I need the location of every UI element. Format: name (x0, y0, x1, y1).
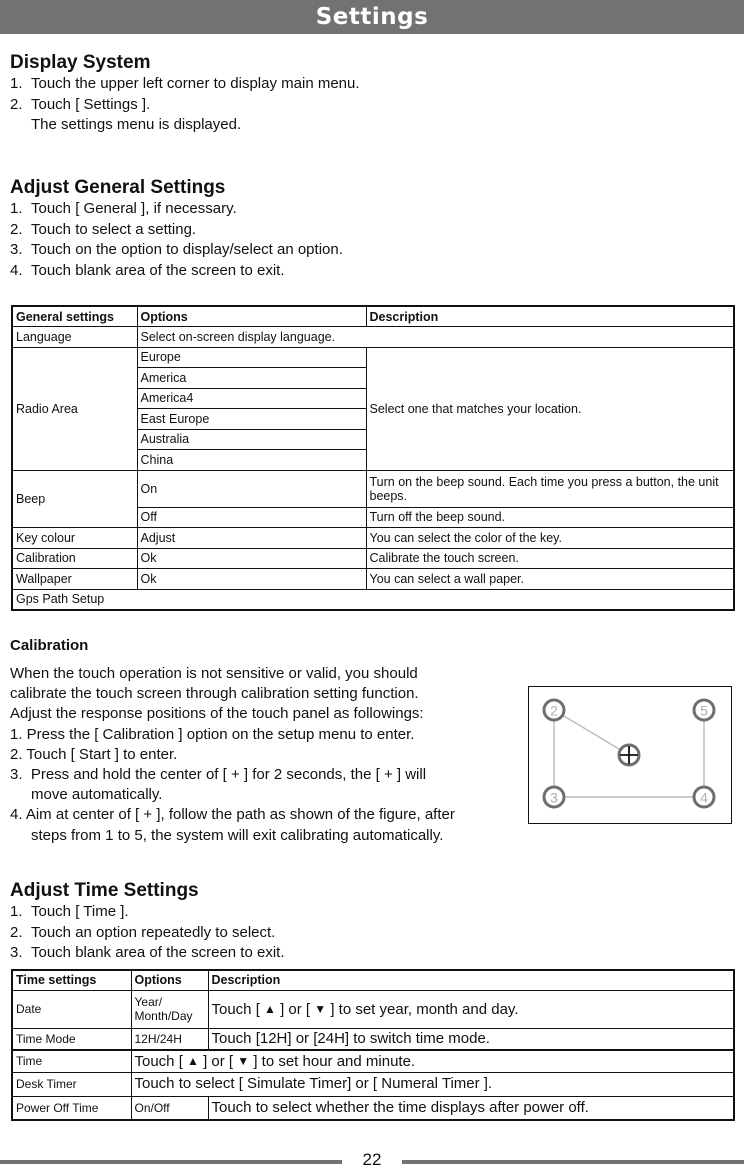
table-row (12, 1050, 734, 1072)
step-item: 2. Touch to select a setting. (10, 220, 197, 238)
option-cell: On/Off (131, 1096, 208, 1120)
setting-name: Calibration (12, 548, 137, 569)
calibration-step: 3. Press and hold the center of [ + ] for 2 seconds, the [ + ] will (10, 766, 427, 784)
step-item: 2. Touch [ Settings ]. (10, 95, 151, 113)
svg-text:4: 4 (700, 789, 708, 806)
calibration-point-5 (694, 700, 714, 720)
column-header: Description (366, 306, 734, 327)
step-item: 4. Touch blank area of the screen to exit. (10, 261, 285, 279)
option-cell: Ok (137, 548, 366, 569)
calibration-step-cont: move automatically. (31, 786, 163, 804)
option-cell: America4 (137, 388, 366, 409)
setting-description: Touch to select whether the time displays after power off. (208, 1096, 734, 1120)
footer-rule-right (402, 1160, 744, 1164)
calibration-step: 4. Aim at center of [ + ], follow the path as shown of the figure, after (10, 806, 455, 824)
time-settings-title: Adjust Time Settings (10, 880, 199, 901)
option-cell: America (137, 368, 366, 389)
calibration-intro-line: Adjust the response positions of the touch panel as followings: (10, 705, 424, 723)
column-header: Options (131, 970, 208, 990)
setting-description: Touch to select [ Simulate Timer] or [ Numeral Timer ]. (131, 1072, 734, 1096)
option-cell: East Europe (137, 409, 366, 430)
general-settings-section (10, 177, 343, 281)
page-title: Settings (315, 4, 429, 30)
table-row (12, 327, 734, 348)
step-item: 2. Touch an option repeatedly to select. (10, 923, 276, 941)
column-header: Description (208, 970, 734, 990)
setting-description: Select one that matches your location. (366, 347, 734, 470)
table-row (12, 548, 734, 569)
setting-description: You can select a wall paper. (366, 569, 734, 590)
general-settings-title: Adjust General Settings (10, 177, 226, 198)
general-settings-table (11, 305, 735, 611)
step-item: 3. Touch blank area of the screen to exit. (10, 944, 285, 961)
setting-name: Language (12, 327, 137, 348)
table-row (12, 347, 734, 368)
display-system-section (10, 52, 360, 136)
down-arrow-icon: ▼ (237, 1053, 250, 1068)
svg-text:2: 2 (550, 702, 558, 719)
option-cell: Off (137, 507, 366, 528)
setting-description: Turn on the beep sound. Each time you press a button, the unit beeps. (366, 470, 734, 507)
footer-rule-left (0, 1160, 342, 1164)
setting-description: Touch [ ▲ ] or [ ▼ ] to set hour and minute. (131, 1050, 734, 1072)
setting-description: Calibrate the touch screen. (366, 548, 734, 569)
option-cell: China (137, 450, 366, 471)
setting-description: Touch [12H] or [24H] to switch time mode. (208, 1028, 734, 1050)
page-number: 22 (362, 1150, 382, 1168)
setting-name: Wallpaper (12, 569, 137, 590)
table-row (12, 528, 734, 549)
calibration-path-figure (529, 687, 730, 822)
calibration-step: 2. Touch [ Start ] to enter. (10, 745, 178, 763)
crosshair-icon (619, 745, 639, 765)
setting-description: Select on-screen display language. (137, 327, 734, 348)
calibration-point-4 (694, 787, 714, 807)
table-row (12, 569, 734, 590)
column-header: General settings (12, 306, 137, 327)
setting-name: Radio Area (12, 347, 137, 470)
table-header-row (12, 306, 734, 327)
display-system-title: Display System (10, 52, 151, 73)
option-cell: Year/ Month/Day (131, 990, 208, 1028)
option-cell: 12H/24H (131, 1028, 208, 1050)
calibration-step: 1. Press the [ Calibration ] option on the setup menu to enter. (10, 725, 415, 743)
setting-name: Desk Timer (12, 1072, 131, 1096)
general-settings-steps (10, 199, 343, 281)
table-row (12, 990, 734, 1028)
option-cell: Europe (137, 347, 366, 368)
calibration-path-diagram (528, 686, 732, 824)
setting-description: You can select the color of the key. (366, 528, 734, 549)
calibration-point-3 (544, 787, 564, 807)
step-note: The settings menu is displayed. (31, 116, 242, 133)
svg-text:3: 3 (550, 789, 558, 806)
setting-name: Date (12, 990, 131, 1028)
calibration-intro-line: When the touch operation is not sensitive or valid, you should (10, 665, 418, 682)
setting-name: Time (12, 1050, 131, 1072)
step-item: 1. Touch [ General ], if necessary. (10, 200, 237, 217)
down-arrow-icon: ▼ (314, 1001, 327, 1016)
time-settings-section (10, 880, 284, 964)
setting-description: Touch [ ▲ ] or [ ▼ ] to set year, month and day. (208, 990, 734, 1028)
table-row (12, 1072, 734, 1096)
table-row (12, 1096, 734, 1120)
column-header: Time settings (12, 970, 131, 990)
setting-name: Key colour (12, 528, 137, 549)
calibration-instructions (10, 664, 520, 846)
time-settings-table (11, 969, 735, 1121)
display-system-steps (10, 74, 360, 136)
calibration-point-2 (544, 700, 564, 720)
table-row (12, 589, 734, 610)
table-row (12, 1028, 734, 1050)
page-header (0, 0, 744, 34)
up-arrow-icon: ▲ (264, 1001, 276, 1016)
step-item: 1. Touch the upper left corner to display main menu. (10, 75, 360, 92)
option-cell: Australia (137, 429, 366, 450)
step-item: 3. Touch on the option to display/select an option. (10, 241, 343, 258)
option-cell: Adjust (137, 528, 366, 549)
svg-text:5: 5 (700, 702, 708, 719)
option-cell: Ok (137, 569, 366, 590)
table-header-row (12, 970, 734, 990)
column-header: Options (137, 306, 366, 327)
setting-name: Gps Path Setup (12, 589, 734, 610)
setting-name: Time Mode (12, 1028, 131, 1050)
setting-description: Turn off the beep sound. (366, 507, 734, 528)
step-item: 1. Touch [ Time ]. (10, 903, 129, 920)
calibration-title: Calibration (10, 637, 89, 654)
calibration-step-cont: steps from 1 to 5, the system will exit calibrating automatically. (31, 826, 444, 844)
calibration-intro-line: calibrate the touch screen through calibration setting function. (10, 685, 419, 703)
up-arrow-icon: ▲ (187, 1053, 199, 1068)
setting-name: Beep (12, 470, 137, 528)
setting-name: Power Off Time (12, 1096, 131, 1120)
time-settings-steps (10, 902, 284, 964)
option-cell: On (137, 470, 366, 507)
table-row (12, 470, 734, 507)
